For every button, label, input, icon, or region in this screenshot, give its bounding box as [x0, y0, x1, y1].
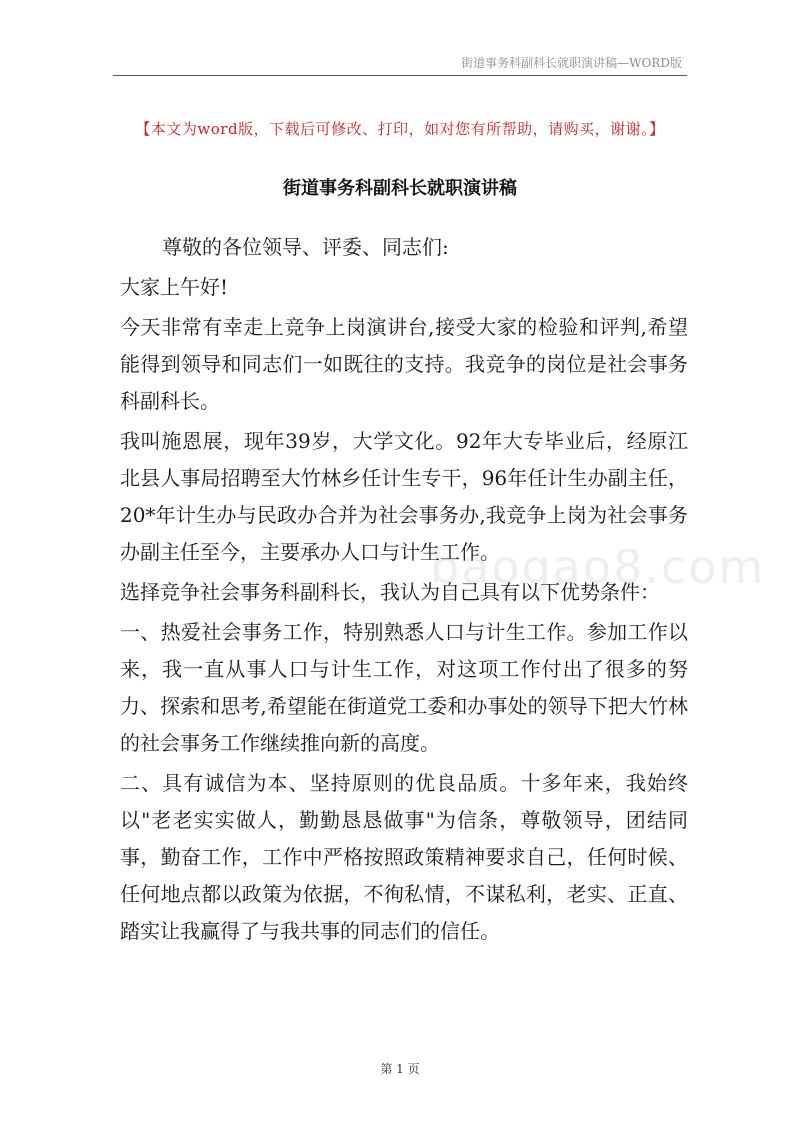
body-paragraph: 今天非常有幸走上竞争上岗演讲台,接受大家的检验和评判,希望能得到领导和同志们一如既往的支持。我竞争的岗位是社会事务科副科长。 — [120, 315, 688, 413]
document-title: 街道事务科副科长就职演讲稿 — [283, 178, 517, 199]
watermark: baogao8.com — [430, 540, 766, 594]
body-paragraph: 一、热爱社会事务工作，特别熟悉人口与计生工作。参加工作以来，我一直从事人口与计生工作，对这项工作付出了很多的努力、探索和思考,希望能在街道党工委和办事处的领导下把大竹林的社会事务工作继续推向新的高度。 — [120, 620, 688, 755]
salutation-paragraph: 尊敬的各位领导、评委、同志们: — [162, 235, 449, 259]
document-body — [120, 229, 688, 950]
page-number: 第 1 页 — [380, 1062, 420, 1076]
body-paragraph: 二、具有诚信为本、坚持原则的优良品质。十多年来，我始终以"老老实实做人，勤勤恳恳做事"为信条，尊敬领导，团结同事，勤奋工作，工作中严格按照政策精神要求自己，任何时候、任何地点都以政策为依据，不徇私情，不谋私利，老实、正直、踏实让我赢得了与我共事的同志们的信任。 — [120, 771, 688, 943]
download-notice: 【本文为word版，下载后可修改、打印，如对您有所帮助，请购买，谢谢。】 — [135, 120, 665, 138]
body-paragraph: 选择竞争社会事务科副科长，我认为自己具有以下优势条件： — [120, 580, 660, 604]
running-header: 街道事务科副科长就职演讲稿—WORD版 — [461, 56, 682, 70]
header-divider — [113, 75, 687, 76]
greeting-paragraph: 大家上午好! — [120, 275, 229, 299]
body-paragraph: 我叫施恩展，现年39岁，大学文化。92年大专毕业后，经原江北县人事局招聘至大竹林乡任计生专干，96年任计生办副主任，20*年计生办与民政办合并为社会事务办,我竞争上岗为社会事务办副主任至今，主要承办人口与计生工作。 — [120, 429, 688, 564]
